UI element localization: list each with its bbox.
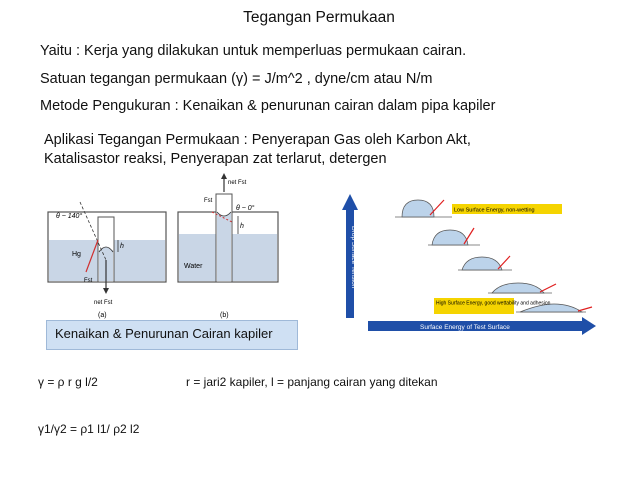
drop-2 [432,230,468,245]
application-line-1: Aplikasi Tegangan Permukaan : Penyerapan Gas oleh Karbon Akt, [44,132,471,148]
drop-3 [462,257,502,270]
panel-b-label: (b) [220,312,229,319]
panel-a-mercury [48,202,166,319]
y-axis-label: Drop Surface Tension [350,226,357,289]
formula-definitions: r = jari2 kapiler, l = panjang cairan yang ditekan [186,375,438,389]
low-energy-label: Low Surface Energy, non-wetting [454,207,535,214]
angle-b-label: θ ~ 0° [236,205,255,212]
drop-nonwetting [402,200,434,217]
method-line: Metode Pengukuran : Kenaikan & penurunan cairan dalam pipa kapiler [40,98,496,114]
capillary-diagram [38,172,283,320]
application-line-2: Katalisastor reaksi, Penyerapan zat terlarut, detergen [44,151,387,167]
formula-ratio: γ1/γ2 = ρ1 l1/ ρ2 l2 [38,422,140,436]
h-label-a: h [120,243,124,250]
water-label: Water [184,263,203,270]
definition-line: Yaitu : Kerja yang dilakukan untuk memperluas permukaan cairan. [40,43,467,59]
net-fst-label-a: net Fst [94,300,113,306]
fst-label-b: Fst [204,198,213,204]
x-axis-label: Surface Energy of Test Surface [420,324,510,331]
capillary-caption: Kenaikan & Penurunan Cairan kapiler [55,326,273,341]
angle-a-label: θ ~ 140° [56,213,83,220]
capillary-caption-box [46,320,298,350]
drop-4 [492,283,544,293]
high-energy-label: High Surface Energy, good wettability and adhesion [436,300,551,307]
formula-gamma: γ = ρ r g l/2 [38,375,98,389]
h-label-b: h [240,223,244,230]
page-title: Tegangan Permukaan [243,9,395,26]
unit-line: Satuan tegangan permukaan (γ) = J/m^2 , dyne/cm atau N/m [40,71,433,87]
panel-a-label: (a) [98,312,107,319]
hg-label: Hg [72,251,81,258]
fst-label-a: Fst [84,278,93,284]
panel-b-water [178,173,278,319]
surface-energy-diagram [340,190,598,340]
net-fst-label-b: net Fst [228,180,247,186]
